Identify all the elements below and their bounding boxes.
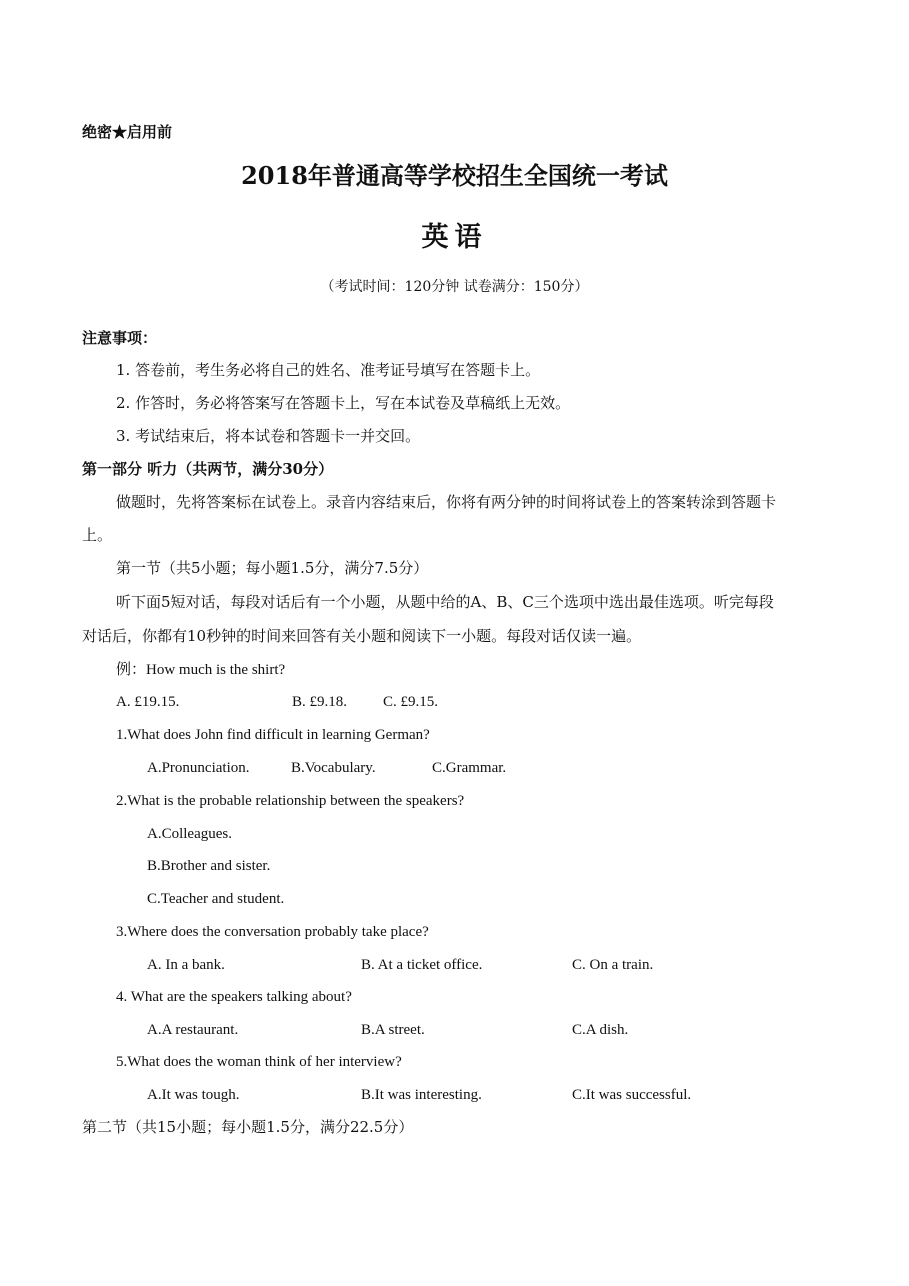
question-3: 3.Where does the conversation probably take place? [116, 924, 429, 940]
question-4-options [147, 1020, 847, 1040]
part1-intro-cont: 上。 [82, 526, 113, 544]
question-2-option-c: C.Teacher and student. [147, 891, 285, 907]
option-b: B. £9.18. [292, 694, 348, 710]
option-a: A.A restaurant. [147, 1022, 239, 1038]
option-c: C. £9.15. [383, 694, 439, 710]
question-2-option-b: B.Brother and sister. [147, 858, 271, 874]
question-4: 4. What are the speakers talking about? [116, 989, 352, 1005]
option-c: C. On a train. [572, 957, 654, 973]
notice-item: 1. 答卷前，考生务必将自己的姓名、准考证号填写在答题卡上。 [116, 361, 541, 379]
example-question: 例：How much is the shirt? [116, 662, 286, 678]
question-5: 5.What does the woman think of her interview? [116, 1054, 402, 1070]
section2-heading: 第二节（共15小题；每小题1.5分，满分22.5分） [82, 1118, 414, 1136]
option-b: B. At a ticket office. [361, 957, 483, 973]
subject-title: 英语 [421, 222, 488, 253]
question-2-option-a: A.Colleagues. [147, 826, 232, 842]
question-1-options [147, 758, 847, 778]
question-1: 1.What does John find difficult in learning German? [116, 727, 430, 743]
exam-title: 2018年普通高等学校招生全国统一考试 [241, 161, 668, 190]
example-options [116, 692, 816, 712]
option-a: A. £19.15. [116, 694, 180, 710]
notice-item: 2. 作答时，务必将答案写在答题卡上，写在本试卷及草稿纸上无效。 [116, 394, 571, 412]
option-c: C.It was successful. [572, 1087, 692, 1103]
part1-heading: 第一部分 听力（共两节，满分30分） [82, 460, 334, 478]
exam-meta: （考试时间：120分钟 试卷满分：150分） [320, 279, 589, 295]
option-c: C.A dish. [572, 1022, 629, 1038]
option-a: A.It was tough. [147, 1087, 240, 1103]
section1-heading: 第一节（共5小题；每小题1.5分，满分7.5分） [116, 559, 429, 577]
option-a: A.Pronunciation. [147, 760, 250, 776]
question-3-options [147, 955, 847, 975]
notice-heading: 注意事项： [82, 329, 158, 347]
question-2: 2.What is the probable relationship between the speakers? [116, 793, 465, 809]
question-5-options [147, 1085, 847, 1105]
confidential-label: 绝密★启用前 [82, 123, 173, 141]
option-b: B.It was interesting. [361, 1087, 482, 1103]
notice-item: 3. 考试结束后，将本试卷和答题卡一并交回。 [116, 427, 421, 445]
section1-instructions: 听下面5短对话，每段对话后有一个小题，从题中给的A、B、C三个选项中选出最佳选项。听完每段 [116, 593, 774, 611]
option-b: B.Vocabulary. [291, 760, 376, 776]
part1-intro: 做题时，先将答案标在试卷上。录音内容结束后，你将有两分钟的时间将试卷上的答案转涂到答题卡 [116, 493, 777, 511]
option-a: A. In a bank. [147, 957, 225, 973]
option-b: B.A street. [361, 1022, 425, 1038]
option-c: C.Grammar. [432, 760, 507, 776]
section1-instructions-cont: 对话后，你都有10秒钟的时间来回答有关小题和阅读下一小题。每段对话仅读一遍。 [82, 627, 642, 645]
